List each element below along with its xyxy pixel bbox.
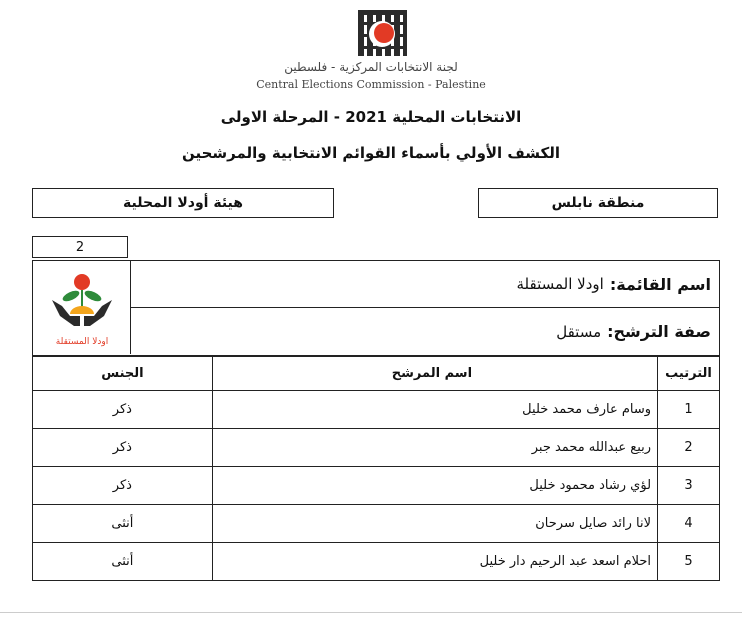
table-row <box>33 543 720 581</box>
page-title: الانتخابات المحلية 2021 - المرحلة الاولى <box>220 108 522 126</box>
list-logo-icon <box>44 266 120 350</box>
cell-name: ربيع عبدالله محمد جبر <box>212 429 657 467</box>
page-subtitle: الكشف الأولي بأسماء القوائم الانتخابية والمرشحين <box>181 144 561 162</box>
cell-name: لؤي رشاد محمود خليل <box>212 467 657 505</box>
org-name-arabic: لجنة الانتخابات المركزية - فلسطين <box>284 60 458 74</box>
org-name-english: Central Elections Commission - Palestine <box>256 78 486 91</box>
cell-gender: ذكر <box>33 391 213 429</box>
cell-order: 5 <box>658 543 720 581</box>
list-info-panel <box>32 260 720 356</box>
list-type-value: مستقل <box>556 322 602 341</box>
col-header-order: الترتيب <box>658 357 720 391</box>
cec-logo-icon <box>356 8 408 58</box>
page-divider <box>0 612 742 613</box>
cell-gender: ذكر <box>33 467 213 505</box>
list-name-value: اودلا المستقلة <box>516 275 604 293</box>
list-logo-caption: اودلا المستقلة <box>55 336 108 347</box>
table-row <box>33 429 720 467</box>
cell-order: 3 <box>658 467 720 505</box>
col-header-name: اسم المرشح <box>212 357 657 391</box>
table-row <box>33 505 720 543</box>
cell-name: احلام اسعد عبد الرحيم دار خليل <box>212 543 657 581</box>
region-box: منطقة نابلس <box>478 188 718 218</box>
list-name-label: اسم القائمة: <box>609 274 711 294</box>
col-header-gender: الجنس <box>33 357 213 391</box>
list-name-row <box>131 261 719 308</box>
cell-gender: ذكر <box>33 429 213 467</box>
table-header-row <box>33 357 720 391</box>
list-logo-cell <box>33 261 131 354</box>
list-number-box: 2 <box>32 236 128 258</box>
cell-name: لانا رائد صايل سرحان <box>212 505 657 543</box>
candidates-table <box>32 356 720 581</box>
list-type-label: صفة الترشح: <box>607 322 711 341</box>
list-type-row <box>131 308 719 355</box>
cell-gender: أنثى <box>33 505 213 543</box>
local-body-box: هيئة أودلا المحلية <box>32 188 334 218</box>
cell-order: 4 <box>658 505 720 543</box>
cell-order: 1 <box>658 391 720 429</box>
table-row <box>33 467 720 505</box>
cell-name: وسام عارف محمد خليل <box>212 391 657 429</box>
cell-order: 2 <box>658 429 720 467</box>
table-row <box>33 391 720 429</box>
cell-gender: أنثى <box>33 543 213 581</box>
